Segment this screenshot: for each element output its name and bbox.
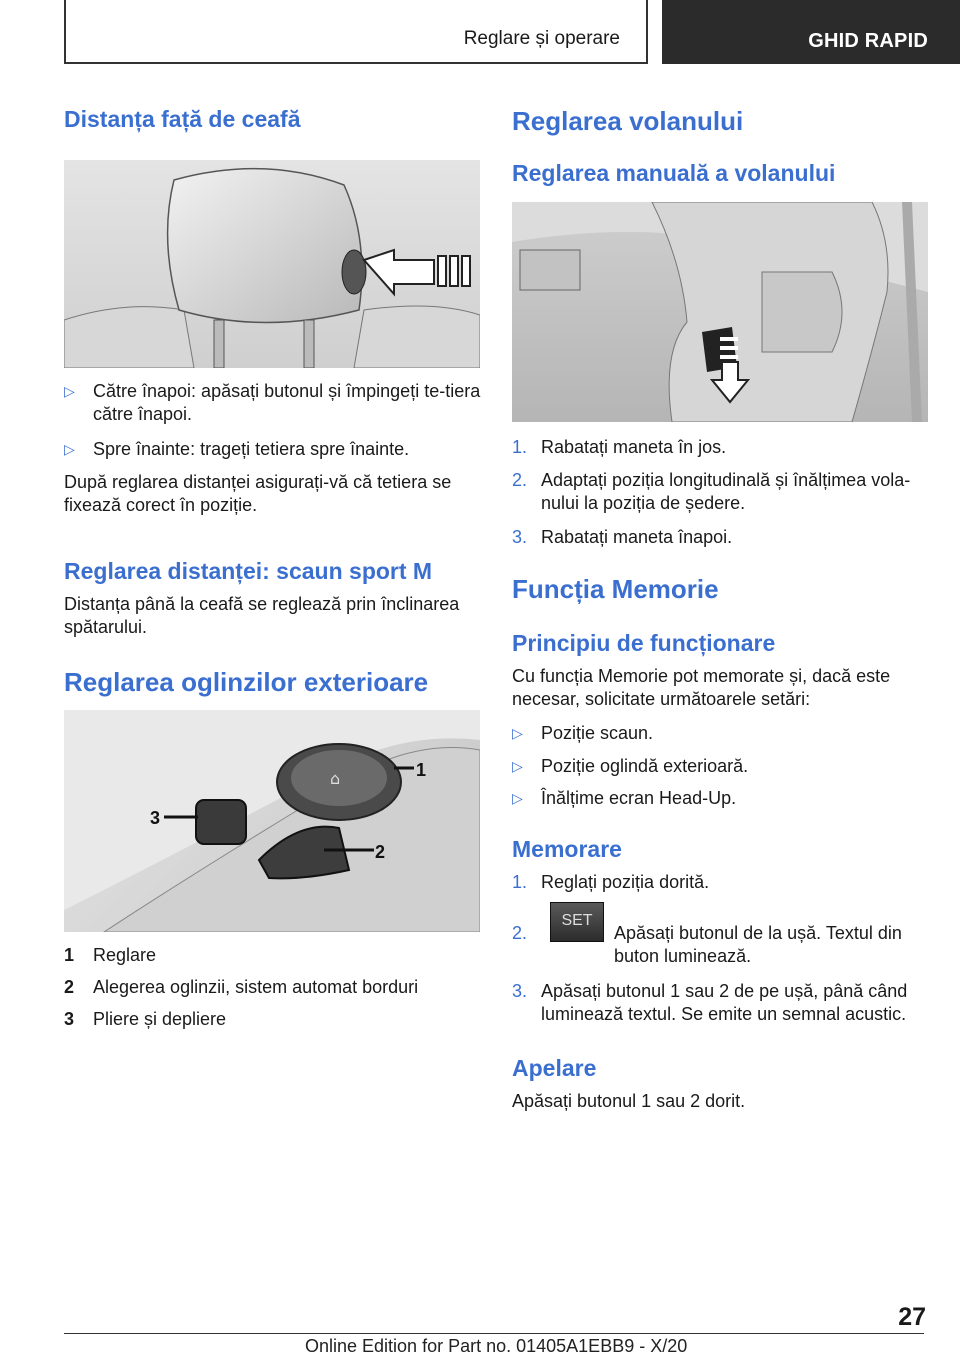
heading-call: Apelare <box>512 1055 597 1081</box>
headrest-illustration <box>64 160 480 368</box>
step-text: Apăsați butonul de la ușă. Textul din buton luminează. <box>614 923 902 966</box>
paragraph: Cu funcția Memorie pot memorate și, dacă este necesar, solicitate următoarele setări: <box>512 666 891 709</box>
triangle-bullet-icon: ▷ <box>64 441 75 457</box>
header-section-title: Reglare și operare <box>463 28 620 49</box>
heading-store: Memorare <box>512 836 622 862</box>
footer-divider <box>64 1333 924 1334</box>
header-box <box>64 0 648 64</box>
heading-mirrors: Reglarea oglinzilor exterioare <box>64 667 429 697</box>
callout-3: 3 <box>150 808 161 828</box>
footer-edition: Online Edition for Part no. 01405A1EBB9 - X/20 <box>305 1336 688 1356</box>
header-tab <box>662 0 960 64</box>
heading-steering-wheel: Reglarea volanului <box>512 106 744 136</box>
triangle-bullet-icon: ▷ <box>64 383 75 399</box>
header-tab-label: GHID RAPID <box>808 30 928 52</box>
heading-memory: Funcția Memorie <box>512 574 719 604</box>
steering-column-illustration <box>512 202 928 422</box>
triangle-bullet-icon: ▷ <box>512 790 523 806</box>
paragraph: Apăsați butonul 1 sau 2 dorit. <box>512 1091 746 1111</box>
mirror-switch-illustration <box>64 710 480 932</box>
heading-headrest-distance: Distanța față de ceafă <box>64 106 301 132</box>
set-button-icon: SET <box>550 902 604 942</box>
svg-text:⌂: ⌂ <box>330 769 341 788</box>
callout-2: 2 <box>375 842 386 862</box>
paragraph: Distanța până la ceafă se reglează prin înclinarea spătarului. <box>64 594 460 637</box>
heading-sport-seat: Reglarea distanței: scaun sport M <box>64 558 433 584</box>
triangle-bullet-icon: ▷ <box>512 725 523 741</box>
callout-1: 1 <box>416 760 427 780</box>
triangle-bullet-icon: ▷ <box>512 758 523 774</box>
page-number: 27 <box>898 1303 926 1331</box>
heading-manual-wheel: Reglarea manuală a volanului <box>512 160 836 186</box>
heading-principle: Principiu de funcționare <box>512 630 776 656</box>
paragraph: După reglarea distanței asigurați-vă că tetiera se fixează corect în poziție. <box>64 472 452 515</box>
